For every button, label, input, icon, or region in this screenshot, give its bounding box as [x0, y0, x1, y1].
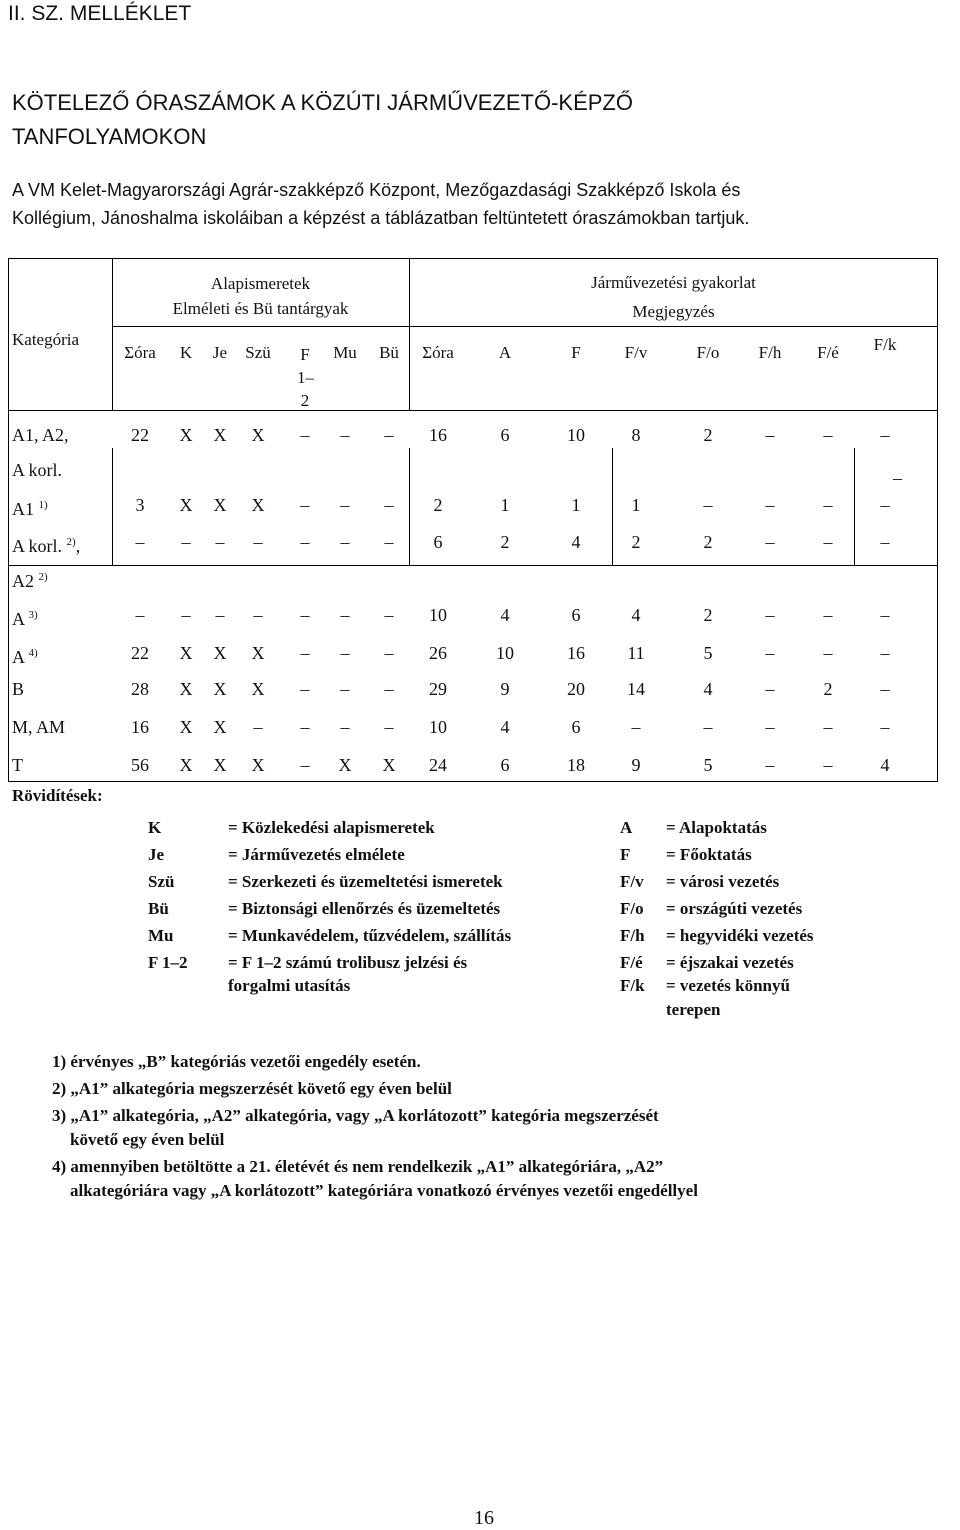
abbreviation-text: = Főoktatás — [666, 845, 752, 864]
footnote-text: 4) amennyiben betöltötte a 21. életévét és nem rendelkezik „A1” alkategóriára, „A2” — [52, 1157, 664, 1176]
table-cell: – — [823, 755, 833, 775]
abbreviation-key: Szü — [148, 872, 175, 891]
theory-header-line: Alapismeretek — [210, 274, 311, 293]
table-cell: – — [765, 605, 775, 625]
abbreviation-key: F/o — [620, 899, 644, 918]
table-cell: X — [338, 755, 352, 775]
category-label: A korl. — [12, 460, 63, 480]
table-cell: – — [823, 425, 833, 445]
table-border — [8, 258, 938, 259]
table-cell: 28 — [131, 679, 149, 699]
abbreviation-key: Bü — [148, 899, 169, 918]
table-cell: 1 — [631, 495, 641, 515]
abbreviation-text: terepen — [666, 1000, 721, 1019]
abbreviation-text: = F 1–2 számú trolibusz jelzési és — [228, 953, 468, 972]
practice-header-line: Járművezetési gyakorlat — [591, 273, 756, 292]
table-cell: – — [823, 495, 833, 515]
table-cell: 56 — [131, 755, 149, 775]
table-cell: 9 — [500, 679, 510, 699]
table-cell: 20 — [567, 679, 585, 699]
table-cell: – — [253, 605, 263, 625]
category-label: M, AM — [12, 717, 66, 737]
category-cell — [12, 679, 24, 699]
table-cell: – — [384, 679, 394, 699]
footnote — [52, 1077, 932, 1101]
table-cell: 4 — [703, 679, 713, 699]
category-cell — [12, 425, 69, 445]
abbreviations-list — [0, 813, 960, 1033]
footnote — [52, 1104, 932, 1152]
abbreviation-text: = országúti vezetés — [666, 899, 803, 918]
footnote-marker: 2) — [38, 571, 48, 583]
column-header: F/o — [696, 343, 720, 362]
footnote-marker: 1) — [38, 499, 48, 511]
table-cell: – — [340, 605, 350, 625]
table-cell: X — [179, 679, 193, 699]
table-cell: – — [880, 717, 890, 737]
table-cell: – — [300, 495, 310, 515]
table-cell: 2 — [823, 679, 833, 699]
table-cell: 8 — [631, 425, 641, 445]
table-cell: – — [703, 717, 713, 737]
table-cell: 2 — [703, 605, 713, 625]
abbreviation-text: = Közlekedési alapismeretek — [228, 818, 435, 837]
table-cell: X — [213, 717, 227, 737]
column-header: Je — [212, 343, 228, 362]
table-border — [8, 258, 9, 782]
table-cell: X — [179, 495, 193, 515]
abbreviation-text: = városi vezetés — [666, 872, 780, 891]
table-cell: 16 — [429, 425, 447, 445]
abbreviation-key: F/k — [620, 976, 645, 995]
table-cell: – — [823, 605, 833, 625]
table-cell: 2 — [500, 532, 510, 552]
abbreviation-text: = Járművezetés elmélete — [228, 845, 405, 864]
abbreviation-text: = éjszakai vezetés — [666, 953, 794, 972]
table-cell: – — [384, 532, 394, 552]
table-cell: – — [135, 532, 145, 552]
category-cell — [12, 460, 62, 480]
trailing-dash: – — [893, 468, 902, 488]
table-divider — [8, 565, 938, 566]
table-cell: X — [382, 755, 396, 775]
table-cell: 10 — [429, 717, 447, 737]
category-suffix: , — [75, 536, 81, 556]
table-cell: X — [213, 679, 227, 699]
table-cell: 11 — [627, 643, 645, 663]
abbreviation-key: F/h — [620, 926, 645, 945]
table-cell: – — [765, 679, 775, 699]
table-cell: 10 — [496, 643, 514, 663]
table-cell: – — [135, 605, 145, 625]
table-cell: – — [384, 717, 394, 737]
table-cell: 9 — [631, 755, 641, 775]
category-label: A1 — [12, 499, 34, 519]
column-header: F/k — [873, 335, 897, 354]
table-cell: – — [340, 717, 350, 737]
abbreviations-title: Rövidítések: — [12, 786, 103, 805]
table-divider — [854, 448, 855, 565]
table-border — [8, 781, 938, 782]
table-cell: 4 — [631, 605, 641, 625]
table-cell: X — [213, 495, 227, 515]
category-cell — [12, 532, 80, 556]
column-header: Mu — [333, 343, 357, 362]
table-cell: – — [823, 532, 833, 552]
abbreviation-text: = vezetés könnyű — [666, 976, 790, 995]
table-cell: – — [340, 495, 350, 515]
table-cell: – — [880, 643, 890, 663]
table-cell: 6 — [571, 717, 581, 737]
table-cell: – — [384, 425, 394, 445]
table-cell: 6 — [433, 532, 443, 552]
column-header: Szü — [245, 343, 271, 362]
table-cell: – — [384, 643, 394, 663]
footnote-marker: 3) — [28, 609, 38, 621]
table-cell: – — [215, 532, 225, 552]
abbreviation-key: F/v — [620, 872, 644, 891]
table-cell: – — [340, 425, 350, 445]
table-cell: 18 — [567, 755, 585, 775]
table-cell: – — [300, 643, 310, 663]
table-cell: – — [703, 495, 713, 515]
category-label: A korl. — [12, 536, 63, 556]
table-cell: X — [251, 755, 265, 775]
table-cell: – — [300, 717, 310, 737]
table-cell: 2 — [703, 532, 713, 552]
table-cell: 10 — [567, 425, 585, 445]
table-cell: X — [179, 643, 193, 663]
abbreviation-text: = Szerkezeti és üzemeltetési ismeretek — [228, 872, 503, 891]
intro-line: A VM Kelet-Magyarországi Agrár-szakképző Központ, Mezőgazdasági Szakképző Iskola és — [12, 180, 741, 200]
footnote — [52, 1050, 932, 1074]
abbreviation-key: Je — [148, 845, 165, 864]
table-cell: – — [880, 425, 890, 445]
annex-label: II. SZ. MELLÉKLET — [8, 2, 192, 25]
table-cell: X — [179, 717, 193, 737]
table-cell: X — [213, 755, 227, 775]
category-cell — [12, 495, 48, 519]
table-cell: 24 — [429, 755, 447, 775]
category-label: A2 — [12, 571, 34, 591]
table-cell: 6 — [571, 605, 581, 625]
table-cell: – — [215, 605, 225, 625]
table-cell: X — [179, 755, 193, 775]
category-label: T — [12, 755, 23, 775]
category-cell — [12, 567, 48, 591]
table-cell: 2 — [631, 532, 641, 552]
category-label: A1, A2, — [12, 425, 69, 445]
table-divider — [8, 410, 938, 411]
theory-header-line: Elméleti és Bü tantárgyak — [172, 299, 349, 318]
footnote-text: követő egy éven belül — [70, 1130, 225, 1149]
table-cell: 16 — [131, 717, 149, 737]
intro-line: Kollégium, Jánoshalma iskoláiban a képzést a táblázatban feltüntetett óraszámokban tartjuk. — [12, 208, 750, 228]
table-cell: – — [765, 495, 775, 515]
footnotes — [52, 1050, 932, 1206]
table-cell: – — [340, 679, 350, 699]
title-line: TANFOLYAMOKON — [12, 124, 207, 149]
table-cell: – — [384, 605, 394, 625]
table-cell: – — [300, 679, 310, 699]
table-cell: – — [181, 605, 191, 625]
table-cell: – — [300, 755, 310, 775]
table-cell: X — [213, 425, 227, 445]
category-cell — [12, 643, 38, 667]
table-cell: – — [765, 532, 775, 552]
table-cell: – — [765, 425, 775, 445]
table-cell: 16 — [567, 643, 585, 663]
footnote-text: 3) „A1” alkategória, „A2” alkategória, vagy „A korlátozott” kategória megszerzését — [52, 1106, 659, 1125]
table-cell: X — [251, 495, 265, 515]
table-cell: 26 — [429, 643, 447, 663]
table-cell: 4 — [500, 717, 510, 737]
abbreviation-text: = hegyvidéki vezetés — [666, 926, 814, 945]
table-cell: – — [823, 717, 833, 737]
column-header: K — [179, 343, 193, 362]
abbreviation-key: K — [148, 818, 162, 837]
column-header: Σóra — [124, 343, 156, 362]
column-header: Σóra — [422, 343, 454, 362]
table-cell: 22 — [131, 425, 149, 445]
abbreviation-text: = Alapoktatás — [666, 818, 767, 837]
column-header: F/h — [758, 343, 782, 362]
hours-table — [8, 258, 938, 782]
table-cell: 10 — [429, 605, 447, 625]
column-header: F 1– 2 — [297, 345, 314, 410]
table-cell: – — [253, 532, 263, 552]
table-border — [937, 258, 938, 782]
table-cell: X — [179, 425, 193, 445]
column-header: Bü — [379, 343, 399, 362]
abbreviation-text: = Munkavédelem, tűzvédelem, szállítás — [228, 926, 512, 945]
table-cell: – — [631, 717, 641, 737]
table-cell: X — [213, 643, 227, 663]
category-label: A — [12, 609, 25, 629]
table-cell: 1 — [500, 495, 510, 515]
table-cell: 29 — [429, 679, 447, 699]
page-number: 16 — [474, 1507, 494, 1529]
table-cell: 2 — [433, 495, 443, 515]
category-label: B — [12, 679, 25, 699]
table-divider — [112, 326, 938, 327]
table-cell: – — [181, 532, 191, 552]
footnote-marker: 2) — [66, 536, 76, 548]
table-cell: – — [300, 425, 310, 445]
table-cell: X — [251, 679, 265, 699]
abbreviation-key: A — [620, 818, 633, 837]
table-cell: 6 — [500, 425, 510, 445]
column-header: F/é — [817, 343, 839, 362]
table-cell: – — [765, 755, 775, 775]
table-cell: – — [765, 643, 775, 663]
table-cell: X — [251, 643, 265, 663]
table-cell: – — [340, 532, 350, 552]
table-cell: X — [251, 425, 265, 445]
table-cell: 22 — [131, 643, 149, 663]
intro-paragraph — [12, 176, 958, 232]
table-cell: 5 — [703, 755, 713, 775]
footnote-text: alkategóriára vagy „A korlátozott” kategóriára vonatkozó érvényes vezetői engedéllyel — [70, 1181, 698, 1200]
abbreviation-text: = Biztonsági ellenőrzés és üzemeltetés — [228, 899, 501, 918]
table-divider — [112, 448, 113, 565]
table-cell: 3 — [135, 495, 145, 515]
category-cell — [12, 605, 38, 629]
table-cell: – — [880, 495, 890, 515]
table-cell: 5 — [703, 643, 713, 663]
column-header: A — [498, 343, 512, 362]
table-cell: – — [880, 679, 890, 699]
footnote-marker: 4) — [28, 647, 38, 659]
abbreviation-text: forgalmi utasítás — [228, 976, 351, 995]
footnote-text: 2) „A1” alkategória megszerzését követő egy éven belül — [52, 1079, 452, 1098]
practice-header-line: Megjegyzés — [632, 302, 715, 321]
table-cell: 6 — [500, 755, 510, 775]
abbreviation-key: F — [620, 845, 631, 864]
table-cell: – — [823, 643, 833, 663]
table-cell: – — [880, 605, 890, 625]
column-header: F/v — [624, 343, 648, 362]
table-cell: – — [765, 717, 775, 737]
table-cell: 14 — [627, 679, 645, 699]
table-cell: 1 — [571, 495, 581, 515]
table-cell: – — [880, 532, 890, 552]
table-cell: 2 — [703, 425, 713, 445]
table-cell: – — [384, 495, 394, 515]
footnote — [52, 1155, 932, 1203]
category-cell — [12, 755, 23, 775]
table-cell: – — [253, 717, 263, 737]
title-line: KÖTELEZŐ ÓRASZÁMOK A KÖZÚTI JÁRMŰVEZETŐ-KÉPZŐ — [12, 90, 633, 115]
document-title — [12, 86, 912, 154]
abbreviation-key: Mu — [148, 926, 174, 945]
table-cell: – — [300, 605, 310, 625]
footnote-text: 1) érvényes „B” kategóriás vezetői engedély esetén. — [52, 1052, 421, 1071]
category-label: A — [12, 647, 25, 667]
table-cell: 4 — [880, 755, 890, 775]
abbreviation-key: F/é — [620, 953, 643, 972]
table-cell: – — [300, 532, 310, 552]
table-cell: – — [340, 643, 350, 663]
column-header: F — [571, 343, 581, 362]
table-cell: 4 — [571, 532, 581, 552]
table-cell: 4 — [500, 605, 510, 625]
category-cell — [12, 717, 65, 737]
category-header: Kategória — [12, 330, 80, 349]
abbreviation-key: F 1–2 — [148, 953, 188, 972]
